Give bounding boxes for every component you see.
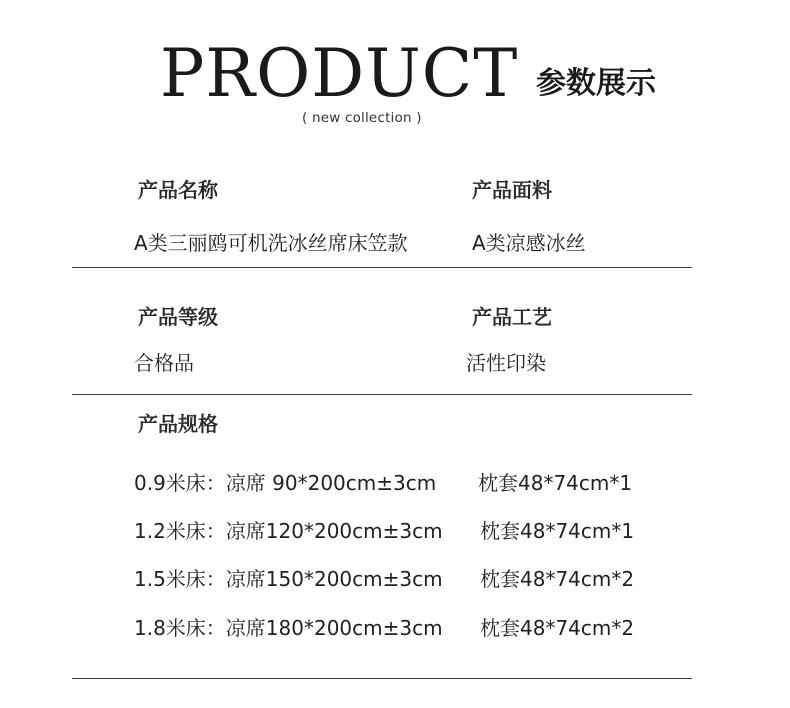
product-spec-label: 产品规格	[138, 412, 218, 436]
product-grade-label: 产品等级	[138, 305, 218, 329]
section-divider	[72, 394, 692, 395]
spec-row	[134, 517, 694, 545]
spec-size: 0.9米床：凉席 90*200cm±3cm	[134, 471, 437, 495]
product-name-label: 产品名称	[138, 178, 218, 202]
product-craft-value: 活性印染	[466, 351, 546, 375]
spec-size: 1.2米床：凉席120*200cm±3cm	[134, 519, 443, 543]
hero-tagline: ( new collection )	[302, 110, 422, 126]
hero-subtitle: 参数展示	[536, 66, 656, 101]
spec-size: 1.5米床：凉席150*200cm±3cm	[134, 567, 443, 591]
product-fabric-value: A类凉感冰丝	[472, 231, 586, 255]
product-name-value: A类三丽鸥可机洗冰丝席床笠款	[134, 231, 408, 255]
product-grade-value: 合格品	[134, 351, 194, 375]
product-fabric-label: 产品面料	[472, 178, 552, 202]
spec-row	[134, 614, 694, 642]
spec-pillow: 枕套48*74cm*2	[480, 567, 635, 591]
spec-pillow: 枕套48*74cm*1	[480, 519, 635, 543]
spec-size: 1.8米床：凉席180*200cm±3cm	[134, 616, 443, 640]
section-divider	[72, 267, 692, 268]
spec-pillow: 枕套48*74cm*1	[478, 471, 633, 495]
product-craft-label: 产品工艺	[472, 305, 552, 329]
spec-pillow: 枕套48*74cm*2	[480, 616, 635, 640]
hero-title: PRODUCT	[160, 35, 519, 112]
spec-row	[134, 565, 694, 593]
spec-row	[134, 469, 694, 497]
section-divider	[72, 678, 692, 679]
